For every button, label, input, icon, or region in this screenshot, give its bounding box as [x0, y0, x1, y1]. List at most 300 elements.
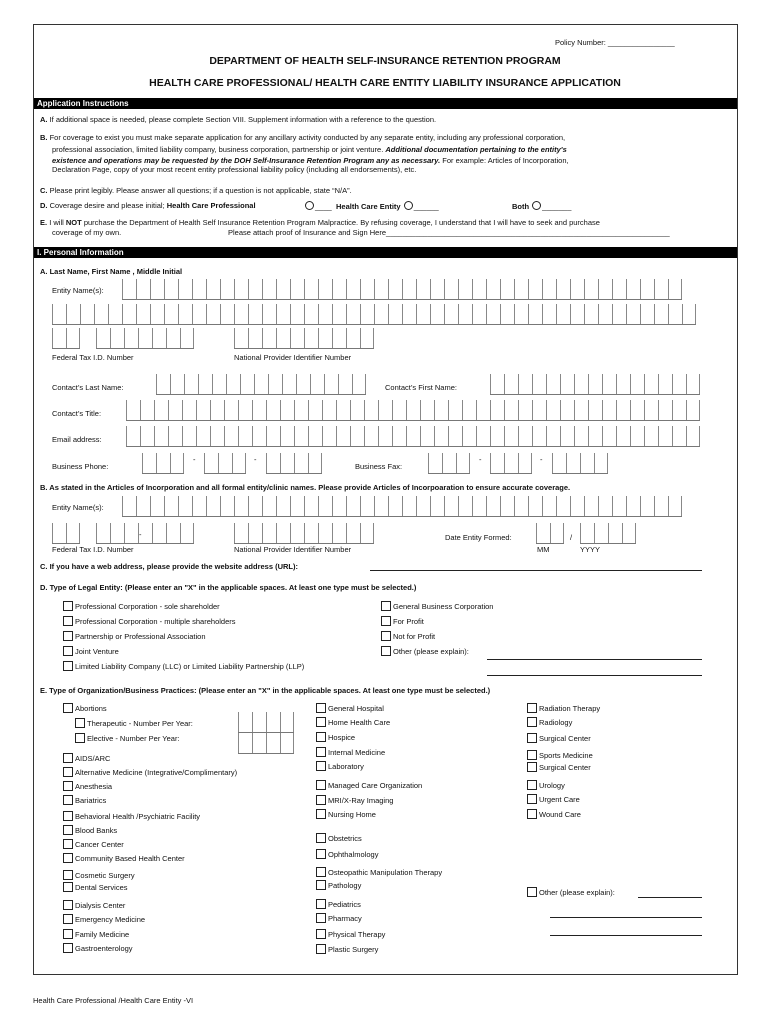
checkbox[interactable] [63, 703, 73, 713]
char-cell[interactable] [210, 400, 224, 420]
checkbox[interactable] [63, 811, 73, 821]
checkbox[interactable] [63, 795, 73, 805]
char-cell[interactable] [672, 400, 686, 420]
char-cell[interactable] [602, 374, 616, 394]
char-cell[interactable] [280, 712, 294, 732]
char-cell[interactable] [196, 426, 210, 446]
char-cell[interactable] [234, 279, 248, 299]
checkbox[interactable] [316, 703, 326, 713]
fax-prefix[interactable] [490, 453, 532, 474]
char-cell[interactable] [462, 400, 476, 420]
checkbox[interactable] [527, 733, 537, 743]
char-cell[interactable] [66, 328, 80, 348]
checkbox[interactable] [63, 767, 73, 777]
phone-prefix[interactable] [204, 453, 246, 474]
char-cell[interactable] [630, 426, 644, 446]
char-cell[interactable] [96, 328, 110, 348]
char-cell[interactable] [668, 496, 682, 516]
contact-title-field[interactable] [126, 400, 700, 421]
char-cell[interactable] [374, 304, 388, 324]
coverage-entity-option[interactable]: Health Care Entity ______ [336, 202, 439, 211]
char-cell[interactable] [178, 496, 192, 516]
char-cell[interactable] [124, 523, 138, 543]
date-formed-year[interactable] [580, 523, 636, 544]
checkbox[interactable] [316, 747, 326, 757]
char-cell[interactable] [500, 496, 514, 516]
char-cell[interactable] [654, 279, 668, 299]
char-cell[interactable] [668, 279, 682, 299]
char-cell[interactable] [290, 279, 304, 299]
char-cell[interactable] [682, 304, 696, 324]
char-cell[interactable] [166, 328, 180, 348]
char-cell[interactable] [206, 304, 220, 324]
char-cell[interactable] [528, 279, 542, 299]
char-cell[interactable] [584, 496, 598, 516]
char-cell[interactable] [486, 304, 500, 324]
checkbox[interactable] [63, 753, 73, 763]
char-cell[interactable] [476, 426, 490, 446]
char-cell[interactable] [220, 496, 234, 516]
char-cell[interactable] [402, 279, 416, 299]
char-cell[interactable] [252, 733, 266, 753]
char-cell[interactable] [556, 496, 570, 516]
char-cell[interactable] [472, 279, 486, 299]
char-cell[interactable] [594, 453, 608, 473]
char-cell[interactable] [532, 400, 546, 420]
char-cell[interactable] [640, 304, 654, 324]
char-cell[interactable] [350, 400, 364, 420]
char-cell[interactable] [108, 304, 122, 324]
char-cell[interactable] [282, 374, 296, 394]
char-cell[interactable] [560, 374, 574, 394]
char-cell[interactable] [644, 426, 658, 446]
email-field[interactable] [126, 426, 700, 447]
char-cell[interactable] [178, 304, 192, 324]
federal-tax-id-b-part2[interactable] [96, 523, 194, 544]
checkbox[interactable] [316, 944, 326, 954]
char-cell[interactable] [304, 496, 318, 516]
char-cell[interactable] [308, 453, 322, 473]
char-cell[interactable] [294, 453, 308, 473]
char-cell[interactable] [170, 453, 184, 473]
char-cell[interactable] [580, 453, 594, 473]
char-cell[interactable] [416, 496, 430, 516]
char-cell[interactable] [532, 426, 546, 446]
char-cell[interactable] [290, 328, 304, 348]
char-cell[interactable] [332, 279, 346, 299]
char-cell[interactable] [514, 496, 528, 516]
checkbox[interactable] [63, 870, 73, 880]
char-cell[interactable] [672, 374, 686, 394]
char-cell[interactable] [290, 304, 304, 324]
char-cell[interactable] [570, 304, 584, 324]
char-cell[interactable] [224, 400, 238, 420]
char-cell[interactable] [280, 426, 294, 446]
char-cell[interactable] [542, 279, 556, 299]
char-cell[interactable] [378, 426, 392, 446]
char-cell[interactable] [192, 279, 206, 299]
char-cell[interactable] [136, 304, 150, 324]
char-cell[interactable] [318, 279, 332, 299]
checkbox[interactable] [316, 761, 326, 771]
char-cell[interactable] [686, 400, 700, 420]
char-cell[interactable] [556, 304, 570, 324]
checkbox[interactable] [63, 601, 73, 611]
char-cell[interactable] [458, 304, 472, 324]
char-cell[interactable] [290, 496, 304, 516]
char-cell[interactable] [192, 496, 206, 516]
char-cell[interactable] [626, 496, 640, 516]
char-cell[interactable] [472, 496, 486, 516]
char-cell[interactable] [266, 453, 280, 473]
char-cell[interactable] [434, 400, 448, 420]
char-cell[interactable] [546, 426, 560, 446]
char-cell[interactable] [220, 304, 234, 324]
char-cell[interactable] [248, 328, 262, 348]
char-cell[interactable] [262, 523, 276, 543]
char-cell[interactable] [490, 374, 504, 394]
char-cell[interactable] [332, 496, 346, 516]
char-cell[interactable] [266, 733, 280, 753]
char-cell[interactable] [304, 304, 318, 324]
char-cell[interactable] [310, 374, 324, 394]
char-cell[interactable] [444, 279, 458, 299]
checkbox[interactable] [316, 899, 326, 909]
char-cell[interactable] [346, 304, 360, 324]
char-cell[interactable] [238, 426, 252, 446]
char-cell[interactable] [66, 523, 80, 543]
char-cell[interactable] [276, 304, 290, 324]
char-cell[interactable] [140, 400, 154, 420]
char-cell[interactable] [110, 523, 124, 543]
char-cell[interactable] [448, 400, 462, 420]
char-cell[interactable] [212, 374, 226, 394]
char-cell[interactable] [392, 400, 406, 420]
char-cell[interactable] [626, 304, 640, 324]
checkbox[interactable] [63, 914, 73, 924]
char-cell[interactable] [124, 328, 138, 348]
char-cell[interactable] [322, 400, 336, 420]
checkbox[interactable] [63, 661, 73, 671]
char-cell[interactable] [150, 304, 164, 324]
char-cell[interactable] [338, 374, 352, 394]
char-cell[interactable] [150, 496, 164, 516]
char-cell[interactable] [444, 496, 458, 516]
char-cell[interactable] [346, 279, 360, 299]
char-cell[interactable] [430, 304, 444, 324]
fax-line[interactable] [552, 453, 608, 474]
char-cell[interactable] [318, 523, 332, 543]
char-cell[interactable] [416, 304, 430, 324]
checkbox[interactable] [527, 703, 537, 713]
org-other-explain-line-3[interactable] [550, 935, 702, 936]
checkbox[interactable] [75, 718, 85, 728]
phone-area-code[interactable] [142, 453, 184, 474]
checkbox[interactable] [381, 646, 391, 656]
char-cell[interactable] [550, 523, 564, 543]
checkbox[interactable] [63, 781, 73, 791]
char-cell[interactable] [234, 304, 248, 324]
char-cell[interactable] [672, 426, 686, 446]
char-cell[interactable] [308, 426, 322, 446]
checkbox[interactable] [381, 631, 391, 641]
char-cell[interactable] [266, 400, 280, 420]
char-cell[interactable] [402, 304, 416, 324]
char-cell[interactable] [472, 304, 486, 324]
checkbox[interactable] [527, 809, 537, 819]
char-cell[interactable] [588, 426, 602, 446]
char-cell[interactable] [164, 496, 178, 516]
char-cell[interactable] [296, 374, 310, 394]
char-cell[interactable] [518, 374, 532, 394]
char-cell[interactable] [262, 279, 276, 299]
char-cell[interactable] [392, 426, 406, 446]
website-url-field[interactable] [370, 570, 702, 571]
checkbox[interactable] [75, 733, 85, 743]
char-cell[interactable] [238, 400, 252, 420]
char-cell[interactable] [428, 453, 442, 473]
char-cell[interactable] [476, 400, 490, 420]
char-cell[interactable] [110, 328, 124, 348]
char-cell[interactable] [252, 400, 266, 420]
checkbox[interactable] [63, 631, 73, 641]
char-cell[interactable] [294, 400, 308, 420]
char-cell[interactable] [152, 523, 166, 543]
char-cell[interactable] [234, 328, 248, 348]
char-cell[interactable] [686, 374, 700, 394]
char-cell[interactable] [168, 400, 182, 420]
char-cell[interactable] [142, 453, 156, 473]
checkbox[interactable] [316, 795, 326, 805]
checkbox[interactable] [527, 887, 537, 897]
char-cell[interactable] [332, 304, 346, 324]
char-cell[interactable] [360, 328, 374, 348]
char-cell[interactable] [178, 279, 192, 299]
char-cell[interactable] [196, 400, 210, 420]
char-cell[interactable] [598, 304, 612, 324]
char-cell[interactable] [126, 426, 140, 446]
checkbox[interactable] [63, 900, 73, 910]
char-cell[interactable] [546, 400, 560, 420]
char-cell[interactable] [80, 304, 94, 324]
char-cell[interactable] [458, 279, 472, 299]
char-cell[interactable] [612, 304, 626, 324]
char-cell[interactable] [584, 279, 598, 299]
char-cell[interactable] [184, 374, 198, 394]
char-cell[interactable] [252, 426, 266, 446]
char-cell[interactable] [252, 712, 266, 732]
checkbox[interactable] [316, 809, 326, 819]
char-cell[interactable] [388, 496, 402, 516]
char-cell[interactable] [462, 426, 476, 446]
char-cell[interactable] [566, 453, 580, 473]
char-cell[interactable] [612, 496, 626, 516]
char-cell[interactable] [218, 453, 232, 473]
checkbox[interactable] [316, 849, 326, 859]
char-cell[interactable] [156, 374, 170, 394]
federal-tax-id-b-part1[interactable] [52, 523, 80, 544]
entity-name-b-field[interactable] [122, 496, 682, 517]
char-cell[interactable] [276, 496, 290, 516]
char-cell[interactable] [156, 453, 170, 473]
checkbox[interactable] [63, 825, 73, 835]
char-cell[interactable] [360, 496, 374, 516]
contact-last-name-field[interactable] [156, 374, 366, 395]
npi-field[interactable] [234, 328, 374, 349]
therapeutic-number-field[interactable] [238, 712, 294, 733]
char-cell[interactable] [570, 279, 584, 299]
char-cell[interactable] [448, 426, 462, 446]
char-cell[interactable] [182, 400, 196, 420]
char-cell[interactable] [504, 453, 518, 473]
char-cell[interactable] [318, 496, 332, 516]
char-cell[interactable] [280, 400, 294, 420]
char-cell[interactable] [352, 374, 366, 394]
char-cell[interactable] [686, 426, 700, 446]
char-cell[interactable] [598, 279, 612, 299]
char-cell[interactable] [598, 496, 612, 516]
char-cell[interactable] [198, 374, 212, 394]
char-cell[interactable] [276, 279, 290, 299]
char-cell[interactable] [304, 523, 318, 543]
char-cell[interactable] [170, 374, 184, 394]
checkbox[interactable] [316, 929, 326, 939]
elective-number-field[interactable] [238, 733, 294, 754]
char-cell[interactable] [206, 279, 220, 299]
char-cell[interactable] [626, 279, 640, 299]
char-cell[interactable] [140, 426, 154, 446]
char-cell[interactable] [138, 328, 152, 348]
char-cell[interactable] [224, 426, 238, 446]
char-cell[interactable] [644, 400, 658, 420]
char-cell[interactable] [122, 496, 136, 516]
char-cell[interactable] [574, 374, 588, 394]
char-cell[interactable] [234, 523, 248, 543]
char-cell[interactable] [536, 523, 550, 543]
char-cell[interactable] [122, 304, 136, 324]
contact-first-name-field[interactable] [490, 374, 700, 395]
checkbox[interactable] [316, 880, 326, 890]
char-cell[interactable] [318, 328, 332, 348]
char-cell[interactable] [346, 523, 360, 543]
char-cell[interactable] [608, 523, 622, 543]
checkbox[interactable] [63, 853, 73, 863]
checkbox[interactable] [316, 780, 326, 790]
char-cell[interactable] [388, 279, 402, 299]
char-cell[interactable] [154, 426, 168, 446]
char-cell[interactable] [360, 279, 374, 299]
char-cell[interactable] [262, 304, 276, 324]
char-cell[interactable] [486, 496, 500, 516]
char-cell[interactable] [500, 279, 514, 299]
char-cell[interactable] [262, 496, 276, 516]
char-cell[interactable] [430, 496, 444, 516]
char-cell[interactable] [588, 374, 602, 394]
char-cell[interactable] [434, 426, 448, 446]
char-cell[interactable] [248, 523, 262, 543]
org-other-explain-line[interactable] [638, 897, 702, 898]
char-cell[interactable] [164, 304, 178, 324]
char-cell[interactable] [254, 374, 268, 394]
char-cell[interactable] [588, 400, 602, 420]
char-cell[interactable] [204, 453, 218, 473]
char-cell[interactable] [616, 374, 630, 394]
char-cell[interactable] [322, 426, 336, 446]
char-cell[interactable] [262, 328, 276, 348]
char-cell[interactable] [570, 496, 584, 516]
char-cell[interactable] [180, 328, 194, 348]
char-cell[interactable] [268, 374, 282, 394]
char-cell[interactable] [644, 374, 658, 394]
coverage-professional-option[interactable]: ____ [304, 201, 332, 211]
char-cell[interactable] [166, 523, 180, 543]
org-other-explain-line-2[interactable] [550, 917, 702, 918]
char-cell[interactable] [182, 426, 196, 446]
char-cell[interactable] [52, 328, 66, 348]
char-cell[interactable] [430, 279, 444, 299]
char-cell[interactable] [612, 279, 626, 299]
char-cell[interactable] [304, 328, 318, 348]
char-cell[interactable] [406, 400, 420, 420]
char-cell[interactable] [276, 328, 290, 348]
char-cell[interactable] [248, 279, 262, 299]
char-cell[interactable] [122, 279, 136, 299]
checkbox[interactable] [527, 762, 537, 772]
checkbox[interactable] [527, 780, 537, 790]
checkbox[interactable] [316, 833, 326, 843]
char-cell[interactable] [324, 374, 338, 394]
char-cell[interactable] [150, 279, 164, 299]
char-cell[interactable] [456, 453, 470, 473]
phone-line[interactable] [266, 453, 322, 474]
char-cell[interactable] [546, 374, 560, 394]
proof-signature-line[interactable]: Please attach proof of Insurance and Sign Here____________________________________________________________________ [228, 228, 670, 237]
date-formed-month[interactable] [536, 523, 564, 544]
legal-other-explain-line[interactable] [487, 659, 702, 660]
char-cell[interactable] [500, 304, 514, 324]
char-cell[interactable] [294, 426, 308, 446]
char-cell[interactable] [542, 304, 556, 324]
checkbox[interactable] [316, 913, 326, 923]
entity-name-field[interactable] [122, 279, 682, 300]
checkbox[interactable] [63, 616, 73, 626]
char-cell[interactable] [668, 304, 682, 324]
char-cell[interactable] [238, 712, 252, 732]
char-cell[interactable] [248, 496, 262, 516]
char-cell[interactable] [364, 426, 378, 446]
char-cell[interactable] [248, 304, 262, 324]
char-cell[interactable] [304, 279, 318, 299]
char-cell[interactable] [518, 453, 532, 473]
char-cell[interactable] [350, 426, 364, 446]
char-cell[interactable] [226, 374, 240, 394]
char-cell[interactable] [152, 328, 166, 348]
entity-name-field-line2[interactable] [52, 304, 696, 325]
legal-other-explain-line-2[interactable] [487, 675, 702, 676]
char-cell[interactable] [556, 279, 570, 299]
char-cell[interactable] [332, 328, 346, 348]
checkbox[interactable] [63, 839, 73, 849]
char-cell[interactable] [164, 279, 178, 299]
checkbox[interactable] [316, 717, 326, 727]
char-cell[interactable] [308, 400, 322, 420]
char-cell[interactable] [138, 523, 152, 543]
checkbox[interactable] [381, 616, 391, 626]
char-cell[interactable] [290, 523, 304, 543]
checkbox[interactable] [63, 882, 73, 892]
char-cell[interactable] [234, 496, 248, 516]
char-cell[interactable] [654, 304, 668, 324]
